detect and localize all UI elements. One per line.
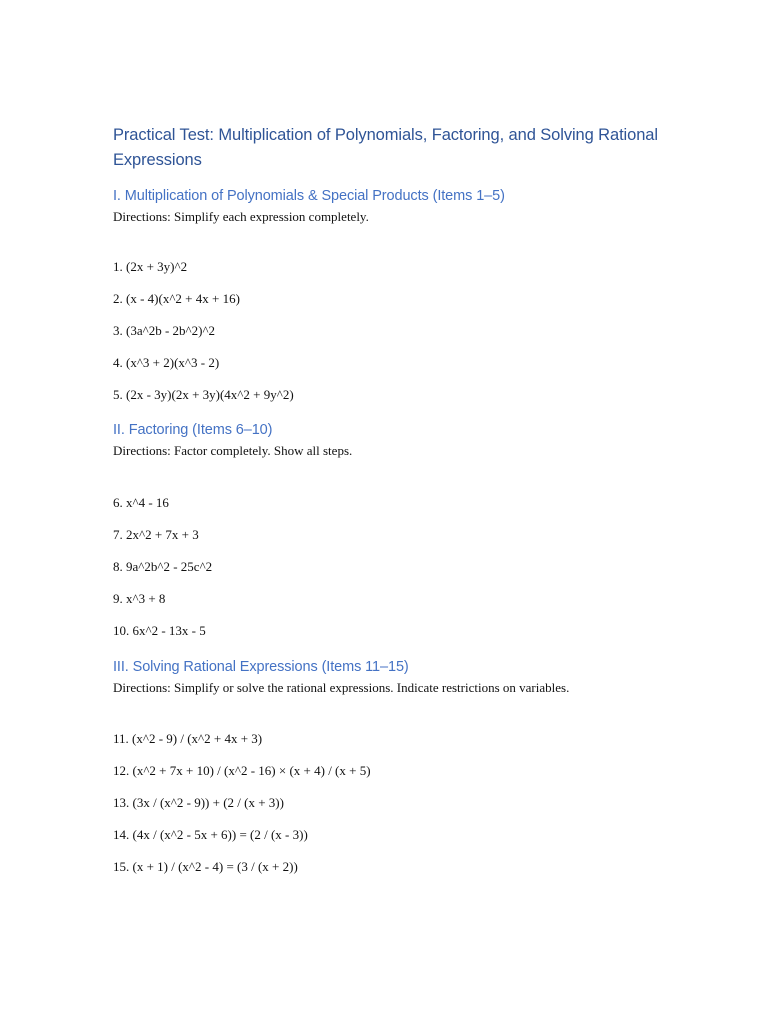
item: 1. (2x + 3y)^2	[113, 259, 188, 274]
section-heading: II. Factoring (Items 6–10)	[113, 422, 273, 438]
item: 5. (2x - 3y)(2x + 3y)(4x^2 + 9y^2)	[113, 387, 294, 402]
section-directions: Directions: Factor completely. Show all steps.	[113, 443, 353, 458]
item: 4. (x^3 + 2)(x^3 - 2)	[113, 355, 220, 370]
item: 15. (x + 1) / (x^2 - 4) = (3 / (x + 2))	[113, 859, 298, 874]
item: 12. (x^2 + 7x + 10) / (x^2 - 16) × (x + 4) / (x + 5)	[113, 763, 371, 778]
section-rational-expressions	[113, 657, 673, 890]
item: 3. (3a^2b - 2b^2)^2	[113, 323, 216, 338]
item-list	[113, 494, 673, 654]
item: 9. x^3 + 8	[113, 591, 166, 606]
item: 7. 2x^2 + 7x + 3	[113, 527, 199, 542]
item: 2. (x - 4)(x^2 + 4x + 16)	[113, 291, 240, 306]
section-heading: I. Multiplication of Polynomials & Special Products (Items 1–5)	[113, 188, 505, 204]
item: 10. 6x^2 - 13x - 5	[113, 623, 206, 638]
section-heading: III. Solving Rational Expressions (Items 11–15)	[113, 659, 409, 675]
item: 6. x^4 - 16	[113, 495, 169, 510]
item: 13. (3x / (x^2 - 9)) + (2 / (x + 3))	[113, 795, 284, 810]
section-directions: Directions: Simplify or solve the rational expressions. Indicate restrictions on variables.	[113, 680, 570, 695]
item-list	[113, 730, 673, 890]
document-title: Practical Test: Multiplication of Polynomials, Factoring, and Solving Rational Expressions	[113, 126, 658, 169]
item: 14. (4x / (x^2 - 5x + 6)) = (2 / (x - 3))	[113, 827, 308, 842]
item: 8. 9a^2b^2 - 25c^2	[113, 559, 213, 574]
section-factoring	[113, 420, 673, 654]
section-directions: Directions: Simplify each expression completely.	[113, 209, 369, 224]
document-page	[113, 123, 673, 890]
section-multiplication	[113, 186, 673, 418]
item-list	[113, 258, 673, 418]
item: 11. (x^2 - 9) / (x^2 + 4x + 3)	[113, 731, 263, 746]
